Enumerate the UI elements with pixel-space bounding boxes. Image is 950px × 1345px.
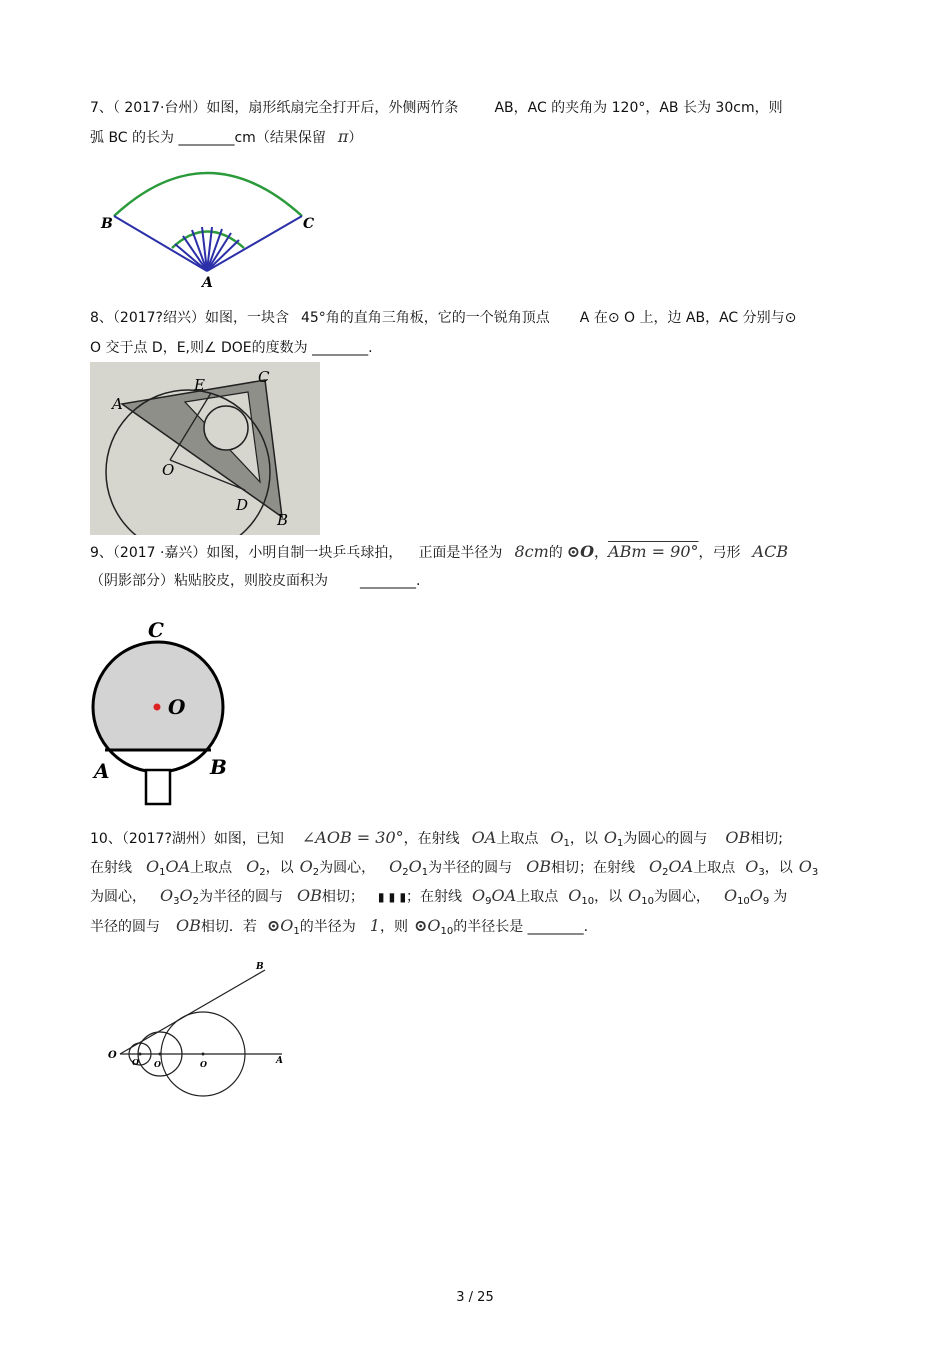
label-B: B xyxy=(210,755,227,779)
label-A: A xyxy=(276,1056,283,1066)
q9-text: ________. xyxy=(360,573,421,589)
label-O3: O xyxy=(200,1059,207,1069)
pi-symbol: π xyxy=(337,127,349,146)
q7-fan-figure xyxy=(95,160,325,292)
label-A: A xyxy=(94,759,110,783)
label-O2: O xyxy=(154,1059,161,1069)
label-A: A xyxy=(112,395,123,413)
q7-text: ） xyxy=(348,130,363,146)
label-C: C xyxy=(148,618,164,642)
q9-text: 正面是半径为 xyxy=(418,545,503,561)
q8-line-2 xyxy=(90,338,373,358)
label-C: C xyxy=(258,368,270,386)
label-B: B xyxy=(277,511,289,529)
q9-line-1 xyxy=(90,542,788,563)
q9-segment-acb: ACB xyxy=(752,542,789,561)
q8-text: 8、（2017?绍兴）如图，一块含 xyxy=(90,310,289,326)
label-O1: O xyxy=(132,1057,139,1067)
label-O: O xyxy=(162,461,175,479)
label-C: C xyxy=(303,216,315,232)
q9-radius: 8cm xyxy=(514,542,549,561)
q9-text: 9、（2017 ·嘉兴）如图，小明自制一块乒乓球拍， xyxy=(90,545,403,561)
q9-paddle-figure xyxy=(88,612,233,808)
q10-line-1: 10、（2017?湖州）如图，已知 ∠AOB = 30°，在射线 OA上取点 $O_1$，以 $O_1$为圆心的圆与 OB相切; xyxy=(90,828,783,849)
q8-triangle-photo xyxy=(90,362,320,535)
q8-text: 45°角的直角三角板，它的一个锐角顶点 xyxy=(300,310,550,326)
label-B: B xyxy=(101,216,113,232)
q9-arc-expression: ABm = 90° xyxy=(608,542,699,561)
q7-text: AB，AC 的夹角为 120°，AB 长为 30cm，则 xyxy=(494,100,783,116)
page-number: 3 / 25 xyxy=(456,1290,494,1305)
q9-line-2 xyxy=(90,571,420,591)
circle-o-symbol: ⊙O xyxy=(566,542,595,561)
q7-text: 7、（ 2017·台州）如图，扇形纸扇完全打开后，外侧两竹条 xyxy=(90,100,459,116)
q7-line-2 xyxy=(90,127,362,148)
q7-line-1 xyxy=(90,98,783,118)
q7-text: 弧 BC 的长为 ________cm（结果保留 xyxy=(90,130,326,146)
q8-text: A 在⊙ O 上，边 AB，AC 分别与⊙ xyxy=(579,310,797,326)
ellipsis-marks: ▮ ▮ ▮ xyxy=(377,890,407,904)
label-O: O xyxy=(168,695,186,719)
q9-text: ， xyxy=(594,545,609,561)
q10-circles-figure xyxy=(100,955,300,1100)
label-D: D xyxy=(236,496,249,514)
q10-line-2: 在射线 $O_1OA$上取点 $O_2$，以 $O_2$为圆心， $O_2O_1$为半径的圆与 OB相切；在射线 $O_2OA$上取点 $O_3$，以 $O_3$ xyxy=(90,857,819,878)
q10-line-3: 为圆心， $O_3O_2$为半径的圆与 OB相切； ▮ ▮ ▮；在射线 $O_9OA$上取点 $O_{10}$，以 $O_{10}$为圆心， $O_{10}O_9$ 为 xyxy=(90,886,788,907)
q9-text: （阴影部分）粘贴胶皮，则胶皮面积为 xyxy=(90,573,328,589)
q10-angle: ∠AOB = 30° xyxy=(301,828,404,847)
label-O: O xyxy=(108,1050,117,1061)
label-A: A xyxy=(202,275,213,291)
label-B: B xyxy=(256,962,264,972)
q8-line-1 xyxy=(90,308,796,328)
label-E: E xyxy=(194,376,205,394)
q9-text: 的 xyxy=(548,545,563,561)
q8-text: O 交于点 D，E,则∠ DOE的度数为 ________. xyxy=(90,340,373,356)
q10-line-4: 半径的圆与 OB相切．若 $⊙O_1$的半径为 1，则 $⊙O_{10}$的半径长是 ________. xyxy=(90,916,589,937)
q9-text: ，弓形 xyxy=(698,545,741,561)
